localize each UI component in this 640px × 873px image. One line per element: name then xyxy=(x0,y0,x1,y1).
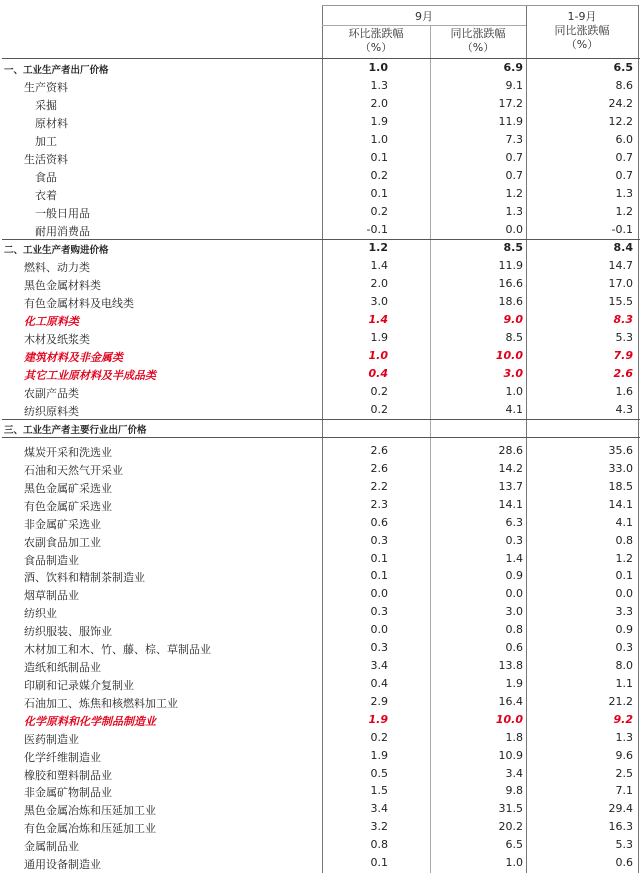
table-row xyxy=(0,550,640,568)
ytd-value: 16.3 xyxy=(608,820,633,834)
row-label: 酒、饮料和精制茶制造业 xyxy=(24,571,145,585)
row-label: 衣着 xyxy=(35,189,57,202)
table-row xyxy=(0,514,640,532)
ytd-value: 1.6 xyxy=(615,385,633,398)
table-row xyxy=(0,77,640,95)
yoy-value: 9.8 xyxy=(505,784,523,798)
yoy-value: 11.9 xyxy=(498,115,523,128)
table-row xyxy=(0,585,640,603)
yoy-value: 1.4 xyxy=(505,551,523,565)
section-header-row xyxy=(0,239,640,257)
ytd-value: 5.3 xyxy=(615,838,633,852)
yoy-value: 6.5 xyxy=(505,838,523,852)
ytd-value: 3.3 xyxy=(615,605,633,619)
ytd-value: 0.3 xyxy=(615,641,633,655)
section-header-row xyxy=(0,59,640,77)
yoy-value: 18.6 xyxy=(498,295,523,308)
ytd-value: 4.3 xyxy=(615,403,633,416)
yoy-value: 10.0 xyxy=(495,349,523,362)
row-label: 耐用消费品 xyxy=(35,225,90,238)
table-row xyxy=(0,532,640,550)
table-row xyxy=(0,478,640,496)
yoy-value: 20.2 xyxy=(498,820,523,834)
table-row xyxy=(0,185,640,203)
mom-value: 1.4 xyxy=(368,313,388,326)
yoy-value: 8.5 xyxy=(505,331,523,344)
yoy-value: 1.0 xyxy=(505,385,523,398)
header-ytd-unit: （%） xyxy=(565,38,599,51)
row-label: 纺织服装、服饰业 xyxy=(24,625,112,639)
section-divider xyxy=(2,437,640,438)
mom-value: 2.0 xyxy=(370,277,388,290)
table-row xyxy=(0,639,640,657)
ytd-value: 14.1 xyxy=(608,497,633,511)
mom-value: 0.2 xyxy=(370,205,388,218)
mom-value: 1.2 xyxy=(368,241,388,254)
row-label: 印刷和记录媒介复制业 xyxy=(24,678,134,692)
ytd-value: 14.7 xyxy=(608,259,633,272)
table-row xyxy=(0,693,640,711)
ytd-value: 1.1 xyxy=(615,676,633,690)
ytd-value: 4.1 xyxy=(615,515,633,529)
header-mom-unit: （%） xyxy=(359,41,393,54)
yoy-value: 0.0 xyxy=(505,223,523,236)
row-label: 有色金属冶炼和压延加工业 xyxy=(24,822,156,836)
table-row xyxy=(0,765,640,783)
ytd-value: 18.5 xyxy=(608,479,633,493)
mom-value: 2.6 xyxy=(370,444,388,457)
mom-value: 1.0 xyxy=(370,133,388,146)
ytd-value: 15.5 xyxy=(608,295,633,308)
yoy-value: 14.1 xyxy=(498,497,523,511)
row-label: 化学纤维制造业 xyxy=(24,750,101,764)
yoy-value: 6.3 xyxy=(505,515,523,529)
table-row xyxy=(0,836,640,854)
row-label: 农副食品加工业 xyxy=(24,535,101,549)
table-row xyxy=(0,293,640,311)
top-border xyxy=(322,5,638,6)
yoy-value: 14.2 xyxy=(498,461,523,475)
ytd-value: 35.6 xyxy=(608,444,633,457)
row-label: 有色金属矿采选业 xyxy=(24,499,112,513)
row-label: 木材加工和木、竹、藤、棕、草制品业 xyxy=(24,643,211,657)
row-label: 采掘 xyxy=(35,99,57,112)
table-row xyxy=(0,782,640,800)
row-label: 生产资料 xyxy=(24,81,68,94)
ytd-value: 17.0 xyxy=(608,277,633,290)
table-row xyxy=(0,383,640,401)
table-row xyxy=(0,347,640,365)
mom-value: 1.0 xyxy=(368,349,388,362)
yoy-value: 11.9 xyxy=(498,259,523,272)
mom-value: 0.2 xyxy=(370,385,388,398)
mom-value: 1.9 xyxy=(370,331,388,344)
mom-value: 0.5 xyxy=(370,766,388,780)
mom-value: 3.4 xyxy=(370,802,388,816)
header-september: 9月 xyxy=(415,10,433,23)
section-header-row xyxy=(0,419,640,437)
row-label: 一般日用品 xyxy=(35,207,90,220)
row-label: 农副产品类 xyxy=(24,387,79,400)
mom-value: 0.8 xyxy=(370,838,388,852)
row-label: 造纸和纸制品业 xyxy=(24,661,101,675)
yoy-value: 1.2 xyxy=(505,187,523,200)
yoy-value: 1.3 xyxy=(505,205,523,218)
row-label: 食品制造业 xyxy=(24,553,79,567)
row-label: 非金属矿物制品业 xyxy=(24,786,112,800)
mom-value: 0.2 xyxy=(370,403,388,416)
ytd-value: 9.2 xyxy=(613,712,633,726)
yoy-value: 13.7 xyxy=(498,479,523,493)
row-label: 纺织业 xyxy=(24,607,57,621)
mom-value: 0.1 xyxy=(370,151,388,164)
yoy-value: 16.4 xyxy=(498,694,523,708)
mom-value: 1.3 xyxy=(370,79,388,92)
ytd-value: 8.4 xyxy=(613,241,633,254)
mom-value: 0.6 xyxy=(370,515,388,529)
yoy-value: 0.9 xyxy=(505,569,523,583)
yoy-value: 3.4 xyxy=(505,766,523,780)
yoy-value: 8.5 xyxy=(503,241,523,254)
row-label: 石油加工、炼焦和核燃料加工业 xyxy=(24,696,178,710)
ytd-value: 6.0 xyxy=(615,133,633,146)
mom-value: 0.0 xyxy=(370,623,388,637)
table-row xyxy=(0,257,640,275)
row-label: 三、工业生产者主要行业出厂价格 xyxy=(4,425,147,436)
ytd-value: 1.3 xyxy=(615,187,633,200)
mom-value: 2.9 xyxy=(370,694,388,708)
table-row xyxy=(0,496,640,514)
row-label: 加工 xyxy=(35,135,57,148)
ytd-value: 1.2 xyxy=(615,551,633,565)
ytd-value: 0.6 xyxy=(615,856,633,870)
row-label: 其它工业原材料及半成品类 xyxy=(24,369,156,382)
mom-value: 0.0 xyxy=(370,587,388,601)
mom-value: -0.1 xyxy=(366,223,388,236)
mom-value: 2.2 xyxy=(370,479,388,493)
yoy-value: 0.3 xyxy=(505,533,523,547)
mom-value: 2.0 xyxy=(370,97,388,110)
table-row xyxy=(0,113,640,131)
yoy-value: 3.0 xyxy=(505,605,523,619)
ytd-value: 8.0 xyxy=(615,659,633,673)
ytd-value: 0.8 xyxy=(615,533,633,547)
ytd-value: 1.2 xyxy=(615,205,633,218)
table-row xyxy=(0,203,640,221)
row-label: 燃料、动力类 xyxy=(24,261,90,274)
yoy-value: 6.9 xyxy=(503,61,523,74)
row-label: 原材料 xyxy=(35,117,68,130)
mom-value: 1.9 xyxy=(370,748,388,762)
header-yoy-unit: （%） xyxy=(461,41,495,54)
table-row xyxy=(0,221,640,239)
yoy-value: 9.1 xyxy=(505,79,523,92)
yoy-value: 16.6 xyxy=(498,277,523,290)
row-label: 一、工业生产者出厂价格 xyxy=(4,65,109,76)
mom-value: 3.2 xyxy=(370,820,388,834)
yoy-value: 3.0 xyxy=(503,367,523,380)
ytd-value: 12.2 xyxy=(608,115,633,128)
row-label: 黑色金属材料类 xyxy=(24,279,101,292)
yoy-value: 9.0 xyxy=(503,313,523,326)
ytd-value: 29.4 xyxy=(608,802,633,816)
mom-value: 1.4 xyxy=(370,259,388,272)
yoy-value: 0.0 xyxy=(505,587,523,601)
row-label: 通用设备制造业 xyxy=(24,858,101,872)
row-label: 食品 xyxy=(35,171,57,184)
ytd-value: 6.5 xyxy=(613,61,633,74)
mom-value: 0.1 xyxy=(370,569,388,583)
yoy-value: 0.7 xyxy=(505,151,523,164)
ytd-value: 2.6 xyxy=(613,367,633,380)
row-label: 化工原料类 xyxy=(24,315,79,328)
yoy-value: 31.5 xyxy=(498,802,523,816)
row-label: 木材及纸浆类 xyxy=(24,333,90,346)
ytd-value: 0.7 xyxy=(615,151,633,164)
mom-value: 2.6 xyxy=(370,461,388,475)
row-label: 化学原料和化学制品制造业 xyxy=(24,714,156,728)
table-row xyxy=(0,131,640,149)
table-row xyxy=(0,365,640,383)
mom-value: 1.9 xyxy=(370,115,388,128)
row-label: 二、工业生产者购进价格 xyxy=(4,245,109,256)
yoy-value: 0.6 xyxy=(505,641,523,655)
table-row xyxy=(0,167,640,185)
mom-value: 3.0 xyxy=(370,295,388,308)
table-row xyxy=(0,95,640,113)
table-row xyxy=(0,800,640,818)
table-row xyxy=(0,657,640,675)
header-mom-label: 环比涨跌幅 xyxy=(348,27,404,40)
mom-value: 0.3 xyxy=(370,605,388,619)
ytd-value: 0.1 xyxy=(615,569,633,583)
yoy-value: 7.3 xyxy=(505,133,523,146)
mom-value: 0.3 xyxy=(370,533,388,547)
header-yoy-label: 同比涨跌幅 xyxy=(450,27,506,40)
table-row xyxy=(0,460,640,478)
yoy-value: 28.6 xyxy=(498,444,523,457)
table-row xyxy=(0,675,640,693)
ytd-value: 21.2 xyxy=(608,694,633,708)
mom-value: 0.1 xyxy=(370,856,388,870)
ytd-value: 0.7 xyxy=(615,169,633,182)
table-row xyxy=(0,567,640,585)
yoy-value: 10.0 xyxy=(495,712,523,726)
mom-value: 0.2 xyxy=(370,730,388,744)
ytd-value: 7.1 xyxy=(615,784,633,798)
ytd-value: 24.2 xyxy=(608,97,633,110)
ytd-value: 9.6 xyxy=(615,748,633,762)
mom-value: 2.3 xyxy=(370,497,388,511)
mom-value: 0.3 xyxy=(370,641,388,655)
row-label: 生活资料 xyxy=(24,153,68,166)
table-row xyxy=(0,149,640,167)
table-row xyxy=(0,311,640,329)
row-label: 非金属矿采选业 xyxy=(24,517,101,531)
mom-value: 0.2 xyxy=(370,169,388,182)
mom-value: 1.0 xyxy=(368,61,388,74)
ytd-value: 33.0 xyxy=(608,461,633,475)
yoy-value: 17.2 xyxy=(498,97,523,110)
table-row xyxy=(0,818,640,836)
row-label: 橡胶和塑料制品业 xyxy=(24,768,112,782)
mom-value: 1.9 xyxy=(368,712,388,726)
ytd-value: 0.9 xyxy=(615,623,633,637)
table-row xyxy=(0,442,640,460)
ytd-value: 8.6 xyxy=(615,79,633,92)
row-label: 石油和天然气开采业 xyxy=(24,463,123,477)
ytd-value: 5.3 xyxy=(615,331,633,344)
ytd-value: 2.5 xyxy=(615,766,633,780)
header-divider xyxy=(322,25,526,26)
yoy-value: 13.8 xyxy=(498,659,523,673)
row-label: 黑色金属冶炼和压延加工业 xyxy=(24,804,156,818)
yoy-value: 10.9 xyxy=(498,748,523,762)
mom-value: 3.4 xyxy=(370,659,388,673)
header-ytd-period: 1-9月 xyxy=(567,10,597,23)
ytd-value: 7.9 xyxy=(613,349,633,362)
row-label: 医药制造业 xyxy=(24,732,79,746)
table-row xyxy=(0,275,640,293)
table-row xyxy=(0,711,640,729)
row-label: 煤炭开采和洗选业 xyxy=(24,446,112,459)
row-label: 黑色金属矿采选业 xyxy=(24,481,112,495)
yoy-value: 1.8 xyxy=(505,730,523,744)
yoy-value: 0.7 xyxy=(505,169,523,182)
yoy-value: 1.9 xyxy=(505,676,523,690)
ytd-value: 1.3 xyxy=(615,730,633,744)
ytd-value: -0.1 xyxy=(611,223,633,236)
table-row xyxy=(0,329,640,347)
mom-value: 1.5 xyxy=(370,784,388,798)
table-row xyxy=(0,854,640,872)
table-row xyxy=(0,747,640,765)
row-label: 金属制品业 xyxy=(24,840,79,854)
mom-value: 0.1 xyxy=(370,551,388,565)
header-ytd-label: 同比涨跌幅 xyxy=(554,24,610,37)
yoy-value: 4.1 xyxy=(505,403,523,416)
table-row xyxy=(0,603,640,621)
table-row xyxy=(0,729,640,747)
mom-value: 0.4 xyxy=(370,676,388,690)
row-label: 建筑材料及非金属类 xyxy=(24,351,123,364)
row-label: 纺织原料类 xyxy=(24,405,79,418)
ytd-value: 8.3 xyxy=(613,313,633,326)
yoy-value: 0.8 xyxy=(505,623,523,637)
yoy-value: 1.0 xyxy=(505,856,523,870)
table-row xyxy=(0,621,640,639)
row-label: 有色金属材料及电线类 xyxy=(24,297,134,310)
mom-value: 0.4 xyxy=(368,367,388,380)
ytd-value: 0.0 xyxy=(615,587,633,601)
table-row xyxy=(0,401,640,419)
mom-value: 0.1 xyxy=(370,187,388,200)
row-label: 烟草制品业 xyxy=(24,589,79,603)
